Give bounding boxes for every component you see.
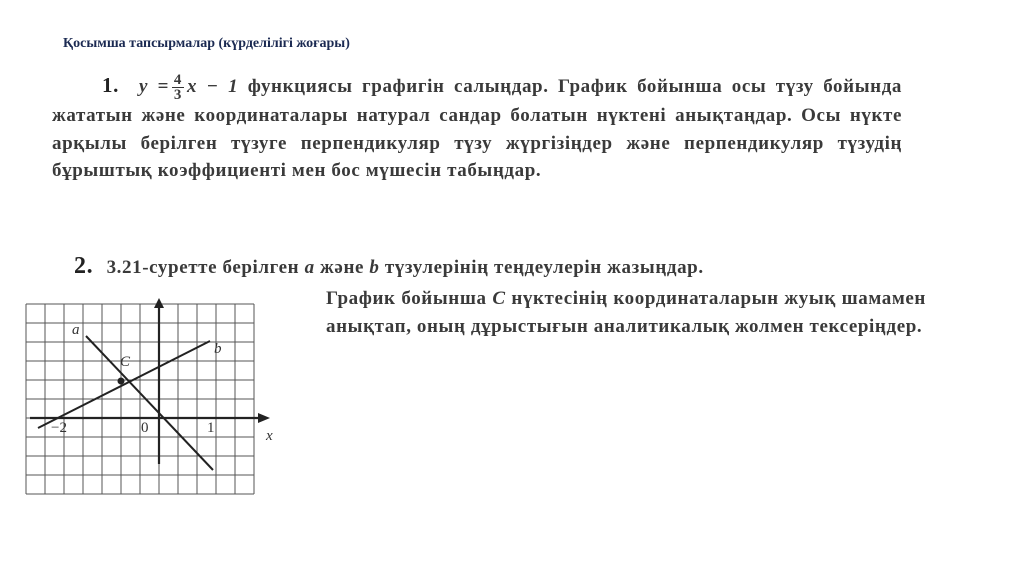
task-2-var-a: a xyxy=(304,257,315,278)
fraction-denominator: 3 xyxy=(173,87,182,104)
task-2-line-1 xyxy=(52,252,932,282)
label-x: x xyxy=(266,428,273,444)
label-one: 1 xyxy=(207,420,215,436)
task-2-text-c: түзулерінің теңдеулерін жазыңдар. xyxy=(384,257,704,278)
label-b: b xyxy=(214,341,222,357)
label-neg2: −2 xyxy=(51,420,67,436)
y-axis-arrow xyxy=(154,298,164,308)
task-2-text-b: және xyxy=(320,257,365,278)
page-title: Қосымша тапсырмалар (күрделілігі жоғары) xyxy=(63,36,350,51)
x-axis-arrow xyxy=(258,413,270,423)
fraction-numerator: 4 xyxy=(173,72,182,89)
figure-3-21-graph xyxy=(20,298,295,498)
task-2-number: 2. xyxy=(74,253,94,279)
label-zero: 0 xyxy=(141,420,149,436)
task-1-number: 1. xyxy=(102,73,119,97)
grid xyxy=(26,304,254,494)
task-2-rest-b: нүктесінің координаталарын жуық шамамен анықтап, оның дұрыстығын аналитикалық жолмен тексеріңдер. xyxy=(326,288,926,337)
task-1 xyxy=(52,72,902,185)
task-2-var-c: C xyxy=(492,288,506,309)
task-2-var-b: b xyxy=(369,257,380,278)
point-c xyxy=(118,378,125,385)
task-1-text: функциясы графигін салыңдар. График бойынша осы түзу бойында жататын және координаталары натурал сандар болатын нүктені анықтаңдар. Осы нүкте арқылы берілген түзуге перпендикуляр түзу жүргізіңдер және перпендикуляр түзудің бұрыштық коэффициенті мен бос мүшесін табыңдар. xyxy=(52,76,902,182)
label-c: C xyxy=(120,354,131,370)
task-2-body xyxy=(326,285,926,341)
task-2-text-a: 3.21-суретте берілген xyxy=(106,257,300,278)
formula-fraction xyxy=(172,73,184,102)
task-2-rest-a: График бойынша xyxy=(326,288,487,309)
formula-y: y = xyxy=(138,76,169,97)
formula-rest: x − 1 xyxy=(186,76,239,97)
label-a: a xyxy=(72,322,80,338)
line-a xyxy=(86,336,213,470)
